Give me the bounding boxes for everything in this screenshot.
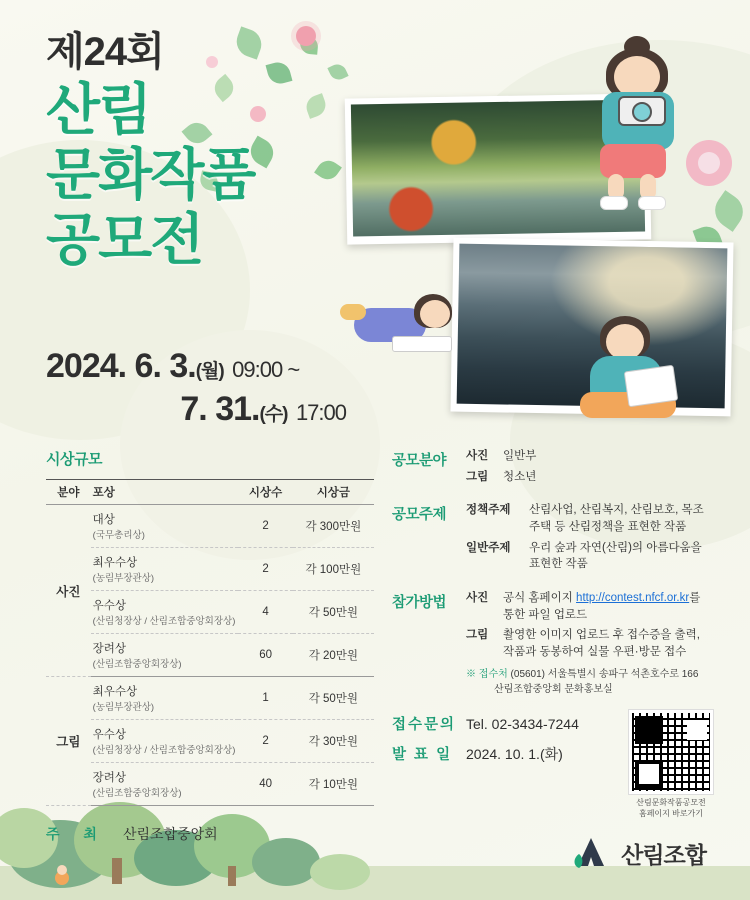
prize-name: 대상 xyxy=(92,514,115,526)
submission-address-note xyxy=(466,667,712,697)
header-prize: 포상 xyxy=(91,480,239,505)
cell-amount: 각 20만원 xyxy=(293,634,374,677)
prize-name: 우수상 xyxy=(92,600,126,612)
cell-amount: 각 300만원 xyxy=(293,505,374,548)
cell-count: 4 xyxy=(238,591,292,634)
cell-amount: 각 100만원 xyxy=(293,548,374,591)
table-row xyxy=(46,548,374,591)
prize-name: 장려상 xyxy=(92,772,126,784)
awards-table xyxy=(46,479,374,806)
host-row xyxy=(46,824,376,844)
field-value: 일반부 xyxy=(503,450,537,462)
prize-org: (산림조합중앙회장상) xyxy=(92,659,182,670)
prize-name: 최우수상 xyxy=(92,686,138,698)
note-star: ※ 접수처 xyxy=(466,668,508,680)
flower-icon xyxy=(296,26,316,46)
theme-key: 정책주제 xyxy=(466,504,511,517)
note-text-2: 산림조합중앙회 문화홍보실 xyxy=(494,683,613,695)
method-label: 참가방법 xyxy=(392,595,447,612)
list-item xyxy=(466,448,712,465)
prize-name: 최우수상 xyxy=(92,557,138,569)
cell-count: 60 xyxy=(238,634,292,677)
qr-block[interactable] xyxy=(628,710,714,820)
header-amount: 시상금 xyxy=(293,480,374,505)
qr-caption-line-1: 산림문화작품공모전 xyxy=(636,798,706,807)
field-row xyxy=(392,448,712,489)
prize-org: (국무총리상) xyxy=(92,530,145,541)
title-block xyxy=(46,30,254,273)
method-value xyxy=(503,590,712,623)
edition-label: 제24회 xyxy=(46,30,164,74)
table-row xyxy=(46,634,374,677)
announce-value: 2024. 10. 1.(화) xyxy=(466,745,563,762)
awards-table-header xyxy=(46,480,374,505)
theme-key: 일반주제 xyxy=(466,541,511,554)
theme-body xyxy=(466,502,712,577)
prize-org: (산림조합중앙회장상) xyxy=(92,788,182,799)
list-item xyxy=(466,627,712,660)
cell-prize xyxy=(91,677,239,720)
cell-category: 사진 xyxy=(46,505,91,677)
cell-prize xyxy=(91,548,239,591)
leaf-icon xyxy=(314,156,342,184)
leaf-icon xyxy=(266,60,293,87)
page-title xyxy=(46,78,254,273)
method-value-pre: 공식 홈페이지 xyxy=(503,592,577,605)
cell-count: 2 xyxy=(238,548,292,591)
cell-count: 2 xyxy=(238,505,292,548)
prize-org: (산림청장상 / 산림조합중앙회장상) xyxy=(92,745,236,756)
cell-prize xyxy=(91,591,239,634)
cell-amount: 각 50만원 xyxy=(293,677,374,720)
cell-prize xyxy=(91,634,239,677)
event-dates xyxy=(46,345,346,430)
illustration-reader xyxy=(338,292,458,370)
list-item xyxy=(466,540,712,573)
qr-code-icon[interactable] xyxy=(629,710,713,794)
theme-value: 우리 숲과 자연(산림)의 아름다움을 표현한 작품 xyxy=(529,541,702,571)
cell-category: 그림 xyxy=(46,677,91,806)
organization-logo xyxy=(571,836,706,870)
field-body xyxy=(466,448,712,489)
qr-caption xyxy=(628,798,714,820)
contest-homepage-link[interactable]: http://contest.nfcf.or.kr xyxy=(576,592,690,605)
forest-coop-logo-icon xyxy=(571,836,611,870)
end-date-line xyxy=(46,388,346,431)
list-item xyxy=(466,590,712,623)
cell-count: 40 xyxy=(238,763,292,806)
title-line-3: 공모전 xyxy=(46,207,203,271)
cell-amount: 각 10만원 xyxy=(293,763,374,806)
prize-org: (농림부장관상) xyxy=(92,573,155,584)
cell-prize xyxy=(91,505,239,548)
table-row xyxy=(46,763,374,806)
prize-org: (농림부장관상) xyxy=(92,702,155,713)
method-body xyxy=(466,590,712,697)
cell-amount: 각 50만원 xyxy=(293,591,374,634)
theme-label: 공모주제 xyxy=(392,507,447,524)
field-label: 공모분야 xyxy=(392,453,447,469)
cell-count: 2 xyxy=(238,720,292,763)
note-text: (05601) 서울특별시 송파구 석촌호수로 166 xyxy=(510,668,699,680)
cell-prize xyxy=(91,720,239,763)
header-category: 분야 xyxy=(46,480,91,505)
table-row xyxy=(46,505,374,548)
cell-prize xyxy=(91,763,239,806)
host-label: 주 최 xyxy=(46,826,107,842)
table-row xyxy=(46,677,374,720)
prize-name: 우수상 xyxy=(92,729,126,741)
awards-section-title: 시상규모 xyxy=(46,451,102,468)
start-time: 09:00 ~ xyxy=(232,357,300,382)
end-date: 7. 31. xyxy=(180,389,260,428)
awards-section xyxy=(46,448,376,844)
list-item xyxy=(466,469,712,486)
title-line-1: 산림 xyxy=(46,78,151,141)
prize-name: 장려상 xyxy=(92,643,126,655)
table-row xyxy=(46,591,374,634)
end-day: (수) xyxy=(259,403,288,425)
host-value: 산림조합중앙회 xyxy=(122,826,218,842)
list-item xyxy=(466,502,712,535)
announce-label: 발 표 일 xyxy=(392,746,453,763)
qr-caption-line-2: 홈페이지 바로가기 xyxy=(638,808,704,818)
theme-row xyxy=(392,502,712,577)
logo-text: 산림조합 xyxy=(621,841,706,868)
method-value: 촬영한 이미지 업로드 후 접수증을 출력, 작품과 동봉하여 실물 우편·방문 접수 xyxy=(503,629,700,659)
method-row xyxy=(392,590,712,697)
field-value: 청소년 xyxy=(503,470,537,483)
flower-icon xyxy=(698,152,720,174)
leaf-icon xyxy=(327,61,348,82)
leaf-icon xyxy=(303,93,329,119)
title-line-2: 문화작품 xyxy=(46,142,255,206)
contact-label: 접수문의 xyxy=(392,716,457,733)
table-row xyxy=(46,720,374,763)
start-date-line xyxy=(46,345,346,388)
field-key: 그림 xyxy=(466,470,489,483)
contact-value: Tel. 02-3434-7244 xyxy=(466,715,579,732)
start-date: 2024. 6. 3. xyxy=(46,347,196,385)
end-time: 17:00 xyxy=(295,399,346,425)
method-key: 그림 xyxy=(466,629,489,642)
field-key: 사진 xyxy=(466,450,489,462)
start-day: (월) xyxy=(195,361,224,382)
illustration-photographer xyxy=(578,36,698,206)
illustration-sketcher xyxy=(570,316,690,426)
prize-org: (산림청장상 / 산림조합중앙회장상) xyxy=(92,616,236,627)
method-key: 사진 xyxy=(466,592,489,605)
cell-amount: 각 30만원 xyxy=(293,720,374,763)
method-value-post: 를 통한 파일 업로드 xyxy=(503,592,701,621)
theme-value: 산림사업, 산림복지, 산림보호, 목조주택 등 산림정책을 표현한 작품 xyxy=(529,504,704,534)
cell-count: 1 xyxy=(238,677,292,720)
header-count: 시상수 xyxy=(238,480,292,505)
